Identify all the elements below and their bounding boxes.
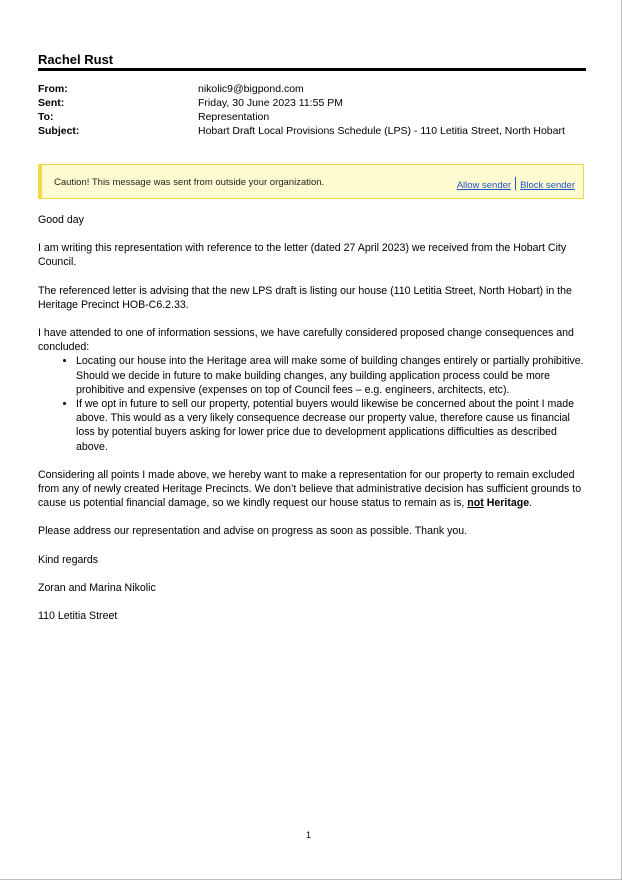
paragraph-4 <box>38 468 586 511</box>
header-rule <box>38 68 586 71</box>
subject-value: Hobart Draft Local Provisions Schedule (LPS) - 110 Letitia Street, North Hobart <box>198 125 565 137</box>
list-item: • Locating our house into the Heritage area will make some of building changes entirely or partially prohibitive. Should we decide in future to make building changes, any building application process could be more prohibitive and expensive (expenses on top of Council fees – e.g. engineers, architects, etc). <box>76 354 586 397</box>
block-sender-link[interactable]: Block sender <box>520 180 575 191</box>
emphasis-heritage: Heritage <box>486 497 530 510</box>
from-value: nikolic9@bigpond.com <box>198 83 304 95</box>
allow-sender-link[interactable]: Allow sender <box>456 180 512 191</box>
sender-actions <box>457 177 575 191</box>
paragraph-2: The referenced letter is advising that the new LPS draft is listing our house (110 Letitia Street, North Hobart) in the Heritage Precinct HOB-C6.2.33. <box>38 284 572 311</box>
caution-message: Caution! This message was sent from outside your organization. <box>54 177 325 188</box>
paragraph-1: I am writing this representation with reference to the letter (dated 27 April 2023) we received from the Hobart City Council. <box>38 242 567 269</box>
to-label: To: <box>38 111 54 123</box>
paragraph-5: Please address our representation and advise on progress as soon as possible. Thank you. <box>38 525 468 538</box>
link-separator <box>515 177 516 190</box>
paragraph-3: I have attended to one of information sessions, we have carefully considered proposed change consequences and concluded: <box>38 327 574 354</box>
page-number: 1 <box>306 830 312 840</box>
list-item: • If we opt in future to sell our property, potential buyers would likewise be concerned about the point I made above. This would as a very likely consequence decrease our property value, therefore cause us financial loss by potential buyers asking for lower price due to development applications difficulties as described above. <box>76 397 586 454</box>
from-label: From: <box>38 83 68 95</box>
mailbox-owner-name: Rachel Rust <box>38 52 114 67</box>
subject-label: Subject: <box>38 125 80 137</box>
closing: Kind regards <box>38 553 99 566</box>
signature-address: 110 Letitia Street <box>38 610 118 623</box>
greeting: Good day <box>38 214 84 226</box>
paragraph-4-text: Considering all points I made above, we hereby want to make a representation for our property to remain excluded from any of newly created Heritage Precincts. We don’t believe that administrative decision has sufficient grounds to cause us potential financial damage, so we kindly request our house status to remain as is, <box>38 468 582 510</box>
external-sender-banner <box>38 164 584 199</box>
signature-name: Zoran and Marina Nikolic <box>38 581 156 594</box>
sent-value: Friday, 30 June 2023 11:55 PM <box>198 97 343 109</box>
to-value: Representation <box>198 111 270 123</box>
paragraph-4-period: . <box>529 497 533 510</box>
sent-label: Sent: <box>38 97 65 109</box>
consequence-list <box>38 354 586 453</box>
email-body <box>38 213 586 637</box>
emphasis-not: not <box>467 497 484 510</box>
